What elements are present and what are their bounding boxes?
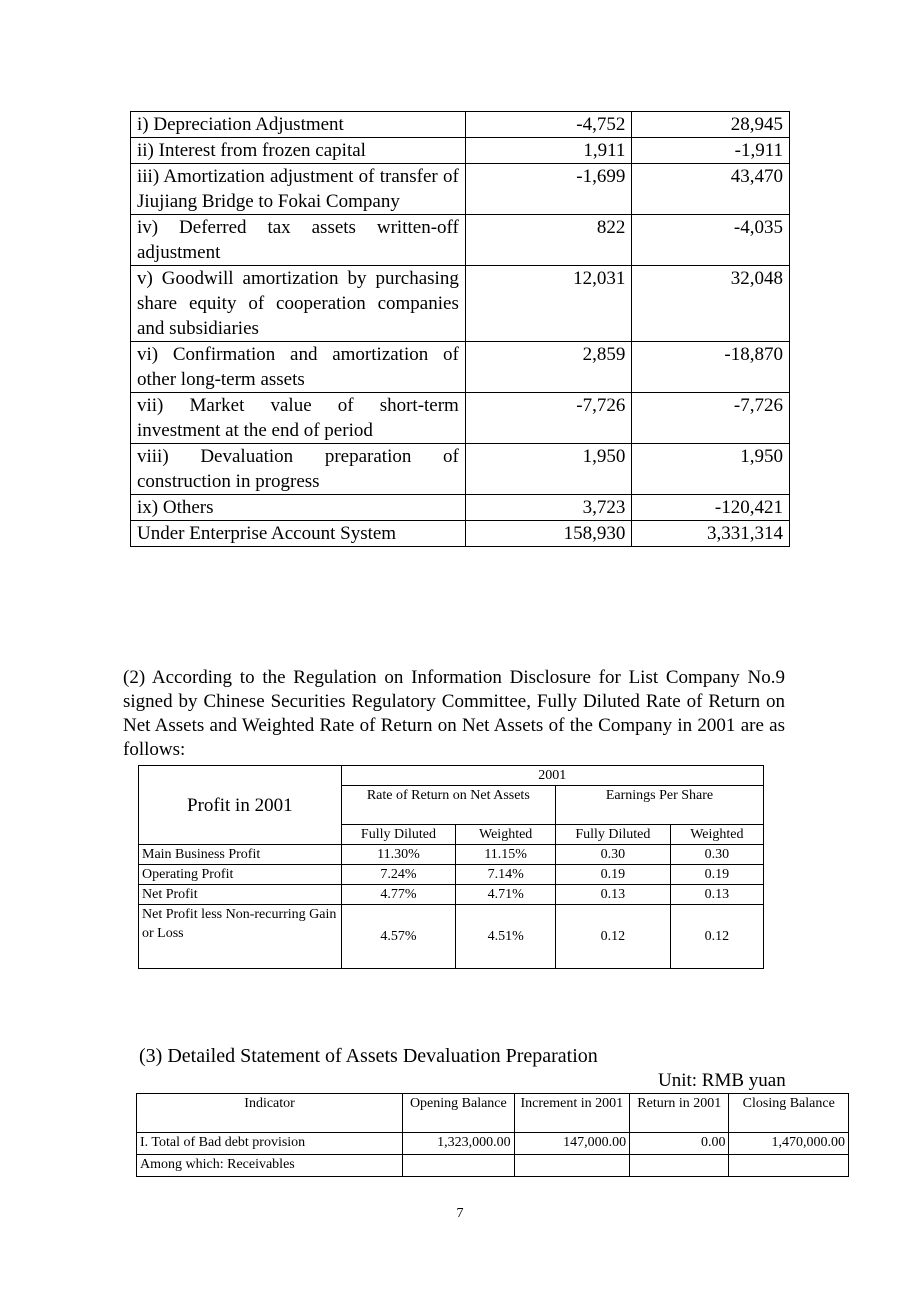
cell-value: 0.13 [670,885,763,905]
cell-value: 4.51% [456,905,556,969]
row-label: ii) Interest from frozen capital [131,138,466,164]
row-label: ix) Others [131,495,466,521]
row-label: vii) Market value of short-term investment at the end of period [131,393,466,444]
cell-value: 0.12 [670,905,763,969]
row-header: Profit in 2001 [139,766,342,845]
page-number: 7 [456,1206,464,1221]
table-row [139,845,764,865]
col-header: Closing Balance [729,1094,849,1133]
cell-value: 4.71% [456,885,556,905]
value-cumulative: 3,331,314 [632,521,790,547]
group-eps: Earnings Per Share [556,786,764,825]
cell-value: 11.15% [456,845,556,865]
table-row [131,444,790,495]
table-row [131,112,790,138]
col-header: Opening Balance [403,1094,514,1133]
year-header: 2001 [341,766,763,786]
row-label: Among which: Receivables [137,1155,403,1177]
sub-header: Weighted [456,825,556,845]
row-label: Operating Profit [139,865,342,885]
table-row [131,495,790,521]
cell-value: 4.77% [341,885,456,905]
cell-value: 11.30% [341,845,456,865]
row-label: i) Depreciation Adjustment [131,112,466,138]
cell-value: 7.14% [456,865,556,885]
value-2001: -4,752 [465,112,632,138]
value-2001: -1,699 [465,164,632,215]
cell-value [729,1155,849,1177]
table-row [139,905,764,969]
table-row [139,865,764,885]
row-label: I. Total of Bad debt provision [137,1133,403,1155]
cell-value: 1,470,000.00 [729,1133,849,1155]
cell-value: 0.19 [670,865,763,885]
cell-value: 0.00 [630,1133,729,1155]
value-cumulative: 1,950 [632,444,790,495]
cell-value: 1,323,000.00 [403,1133,514,1155]
paragraph-2: (2) According to the Regulation on Information Disclosure for List Company No.9 signed by Chinese Securities Regulatory Committee, Fully Diluted Rate of Return on Net Assets and Weighted Rate of Return on Net Assets of the Company in 2001 are as follows: [123,667,785,760]
row-label: viii) Devaluation preparation of construction in progress [131,444,466,495]
col-header: Indicator [137,1094,403,1133]
cell-value: 147,000.00 [514,1133,629,1155]
table-row [137,1133,849,1155]
cell-value: 0.30 [670,845,763,865]
value-cumulative: 32,048 [632,266,790,342]
table-row [139,885,764,905]
table-row [131,138,790,164]
value-2001: 3,723 [465,495,632,521]
value-cumulative: -7,726 [632,393,790,444]
sub-header: Fully Diluted [556,825,671,845]
unit-label: Unit: RMB yuan [658,1070,786,1091]
value-2001: 1,911 [465,138,632,164]
row-label: vi) Confirmation and amortization of other long-term assets [131,342,466,393]
value-cumulative: -18,870 [632,342,790,393]
sub-header: Fully Diluted [341,825,456,845]
table-row [131,393,790,444]
cell-value: 0.19 [556,865,671,885]
adjustments-table [130,111,790,547]
row-label: Net Profit less Non-recurring Gain or Loss [139,905,342,969]
cell-value: 0.13 [556,885,671,905]
group-roe: Rate of Return on Net Assets [341,786,555,825]
value-2001: 1,950 [465,444,632,495]
value-2001: 12,031 [465,266,632,342]
value-2001: 2,859 [465,342,632,393]
section-3-title: (3) Detailed Statement of Assets Devaluation Preparation [139,1045,598,1067]
table-row [131,164,790,215]
col-header: Return in 2001 [630,1094,729,1133]
table-row [131,266,790,342]
table-row [131,521,790,547]
row-label: Under Enterprise Account System [131,521,466,547]
row-label: v) Goodwill amortization by purchasing share equity of cooperation companies and subsidiaries [131,266,466,342]
value-cumulative: -1,911 [632,138,790,164]
cell-value: 4.57% [341,905,456,969]
value-cumulative: -4,035 [632,215,790,266]
table-row [131,215,790,266]
row-label: Main Business Profit [139,845,342,865]
value-2001: 158,930 [465,521,632,547]
col-header: Increment in 2001 [514,1094,629,1133]
row-label: iii) Amortization adjustment of transfer of Jiujiang Bridge to Fokai Company [131,164,466,215]
cell-value: 0.30 [556,845,671,865]
value-2001: -7,726 [465,393,632,444]
cell-value [630,1155,729,1177]
table-row [131,342,790,393]
returns-table [138,765,764,969]
cell-value: 7.24% [341,865,456,885]
devaluation-table [136,1093,849,1177]
value-cumulative: -120,421 [632,495,790,521]
row-label: iv) Deferred tax assets written-off adjustment [131,215,466,266]
cell-value [403,1155,514,1177]
value-2001: 822 [465,215,632,266]
value-cumulative: 28,945 [632,112,790,138]
row-label: Net Profit [139,885,342,905]
cell-value: 0.12 [556,905,671,969]
cell-value [514,1155,629,1177]
sub-header: Weighted [670,825,763,845]
table-row [137,1155,849,1177]
value-cumulative: 43,470 [632,164,790,215]
